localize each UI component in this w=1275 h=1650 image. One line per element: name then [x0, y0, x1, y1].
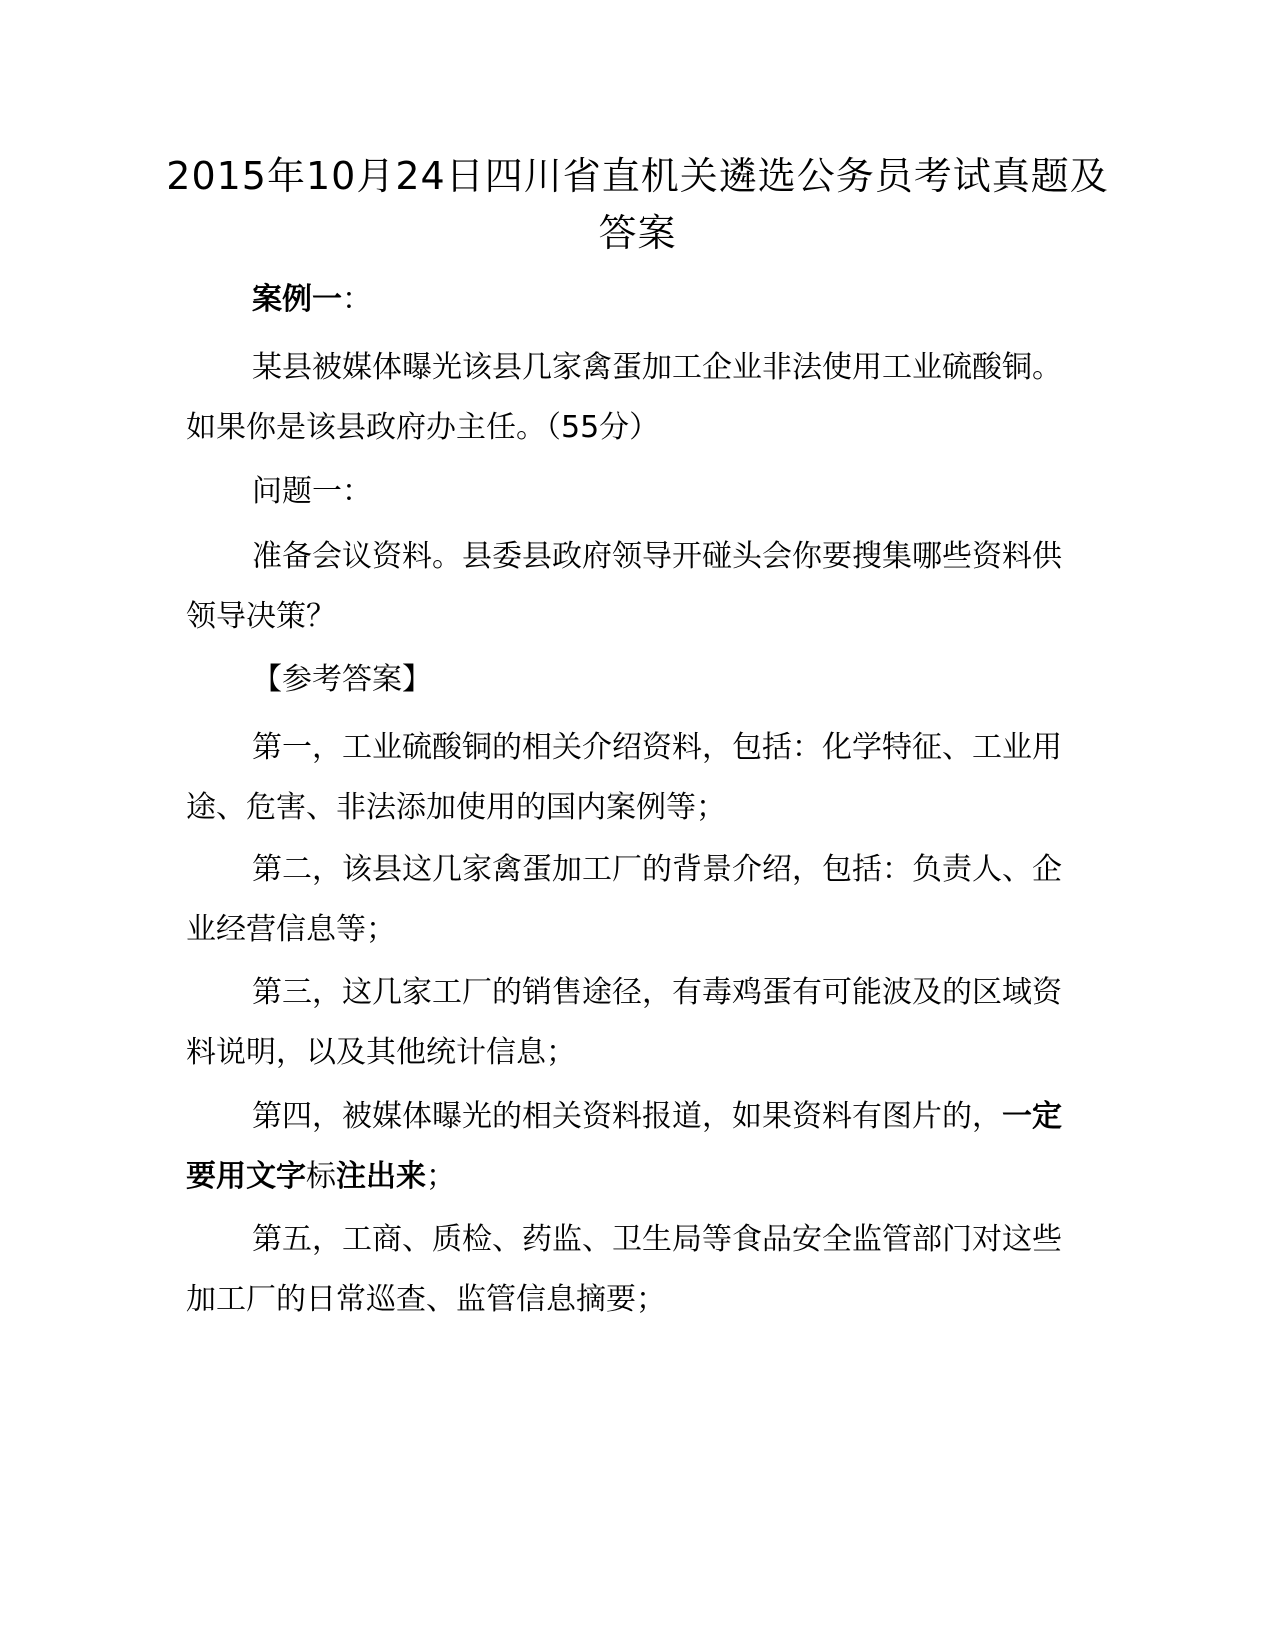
answer-fourth-bold-2: 注出来	[336, 1159, 426, 1194]
answer-fourth-end: ；	[426, 1159, 456, 1194]
answer-fourth-main: 第四，被媒体曝光的相关资料报道，如果资料有图片的，	[252, 1099, 1002, 1134]
answer-second: 第二，该县这几家禽蛋加工厂的背景介绍，包括：负责人、企业经营信息等；	[186, 852, 1062, 947]
answer-third: 第三，这几家工厂的销售途径，有毒鸡蛋有可能波及的区域资料说明，以及其他统计信息；	[186, 975, 1062, 1070]
answer-fourth-bold: 一定要用文字	[186, 1099, 1062, 1194]
case-label-line	[186, 270, 1086, 330]
answer-fifth: 第五，工商、质检、药监、卫生局等食品安全监管部门对这些加工厂的日常巡查、监管信息摘要；	[186, 1222, 1062, 1317]
case-description: 某县被媒体曝光该县几家禽蛋加工企业非法使用工业硫酸铜。如果你是该县政府办主任。（55分）	[186, 350, 1062, 445]
answer-heading: 【参考答案】	[252, 662, 432, 697]
question-text: 准备会议资料。县委县政府领导开碰头会你要搜集哪些资料供领导决策？	[186, 539, 1062, 634]
document-title: 2015年10月24日四川省直机关遴选公务员考试真题及答案	[166, 154, 1109, 255]
answer-fourth	[186, 1087, 1086, 1207]
case-label-suffix: ：	[342, 282, 372, 317]
question-label: 问题一：	[252, 474, 372, 509]
answer-first: 第一，工业硫酸铜的相关介绍资料，包括：化学特征、工业用途、危害、非法添加使用的国内案例等；	[186, 730, 1062, 825]
answer-fourth-plain: 标	[306, 1159, 336, 1194]
case-label: 案例一	[252, 282, 342, 317]
